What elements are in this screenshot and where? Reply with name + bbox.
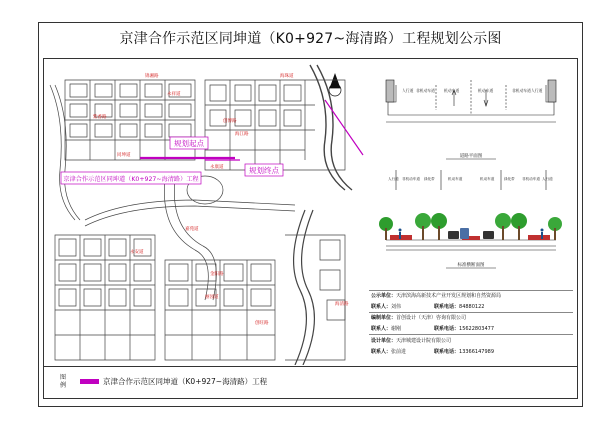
section-label: 人行道	[388, 177, 399, 181]
road-label: 紫香路	[93, 115, 107, 120]
contact3-label: 联系人：	[371, 349, 392, 355]
hedge-icon	[390, 235, 550, 240]
road-label: 海清路	[335, 302, 349, 307]
publisher-label: 公示单位：	[371, 293, 397, 299]
road-label: 永安道	[130, 250, 144, 255]
section-label: 机动车道	[444, 88, 460, 93]
road-label: 海珠道	[280, 74, 294, 79]
section-label: 非机动车道	[512, 88, 531, 93]
contact2-value: 谢刚	[391, 326, 402, 332]
project-callout-label: 京津合作示范区同坤道（K0+927~海清路）工程	[63, 176, 199, 183]
road-section-drawing	[366, 60, 576, 288]
section-label: 非机动车道	[402, 177, 420, 181]
section-label: 机动车道	[448, 177, 463, 181]
publisher-row	[371, 292, 501, 299]
section-label: 机动车道	[478, 88, 494, 93]
plan-start-callout	[170, 137, 208, 149]
divider	[369, 334, 573, 335]
phone3-label: 联系电话：	[434, 349, 460, 355]
phone3-row	[434, 348, 494, 355]
road-label: 嘉苑道	[185, 227, 199, 232]
project-callout	[61, 172, 201, 184]
contact1-value: 刘伟	[391, 304, 402, 310]
road-label: 创旺路	[255, 321, 269, 326]
section-label: 人行道	[402, 88, 414, 93]
cross-section-caption: 标准横断面图	[457, 263, 485, 268]
contact2-label: 联系人：	[371, 326, 392, 332]
road-label: 永康道	[210, 165, 224, 170]
divider	[369, 290, 573, 291]
contact1-row	[371, 303, 401, 310]
info-block	[366, 288, 576, 366]
road-label: 金阳路	[210, 272, 224, 277]
compiler-row	[371, 314, 466, 321]
compiler-label: 编制单位：	[371, 315, 397, 321]
section-label: 绿化带	[504, 177, 515, 181]
section-label: 人行道	[531, 88, 543, 93]
section-label: 绿化带	[424, 177, 435, 181]
design-label: 设计单位：	[371, 338, 397, 344]
contact2-row	[371, 325, 401, 332]
section-label: 人行道	[542, 177, 553, 181]
phone1-value: 84880122	[459, 304, 485, 310]
road-label: 创博路	[223, 119, 237, 124]
phone2-label: 联系电话：	[434, 326, 460, 332]
road-label: 海江路	[235, 132, 249, 137]
legend-swatch	[80, 379, 99, 384]
contact3-row	[371, 348, 406, 355]
page-title: 京津合作示范区同坤道（K0+927~海清路）工程规划公示图	[119, 31, 502, 47]
plan-end-label: 规划终点	[249, 166, 279, 175]
contact3-value: 张前进	[391, 349, 407, 355]
phone3-value: 13366147989	[459, 349, 495, 355]
legend-label: 图 例	[60, 374, 67, 389]
road-label: 永祥道	[167, 92, 181, 97]
divider	[369, 312, 573, 313]
section-label: 非机动车道	[522, 177, 540, 181]
phone1-label: 联系电话：	[434, 304, 460, 310]
design-value: 天津城建设计院有限公司	[396, 338, 452, 344]
plan-end-callout	[245, 164, 283, 176]
contact1-label: 联系人：	[371, 304, 392, 310]
road-section-panel	[366, 60, 576, 288]
legend-item-label: 京津合作示范区同坤道（K0+927~海清路）工程	[103, 377, 268, 386]
design-row	[371, 337, 451, 344]
compiler-value: 首创设计（天津）咨询有限公司	[396, 315, 467, 321]
phone2-row	[434, 325, 494, 332]
publisher-value: 天津滨海高新技术产业开发区规划和自然资源局	[396, 293, 502, 299]
phone1-row	[434, 303, 484, 310]
section-label: 非机动车道	[416, 88, 435, 93]
phone2-value: 15622803477	[459, 326, 495, 332]
map-drawing	[45, 60, 365, 365]
legend-divider	[43, 366, 578, 367]
location-map	[45, 60, 365, 365]
plan-start-label: 规划起点	[174, 139, 204, 148]
road-label: 锦湘路	[145, 74, 159, 79]
road-label: 同坤道	[117, 153, 131, 158]
road-label: 丽园道	[205, 295, 219, 300]
section-label: 机动车道	[480, 177, 495, 181]
plan-caption: 道路平面图	[459, 154, 483, 159]
